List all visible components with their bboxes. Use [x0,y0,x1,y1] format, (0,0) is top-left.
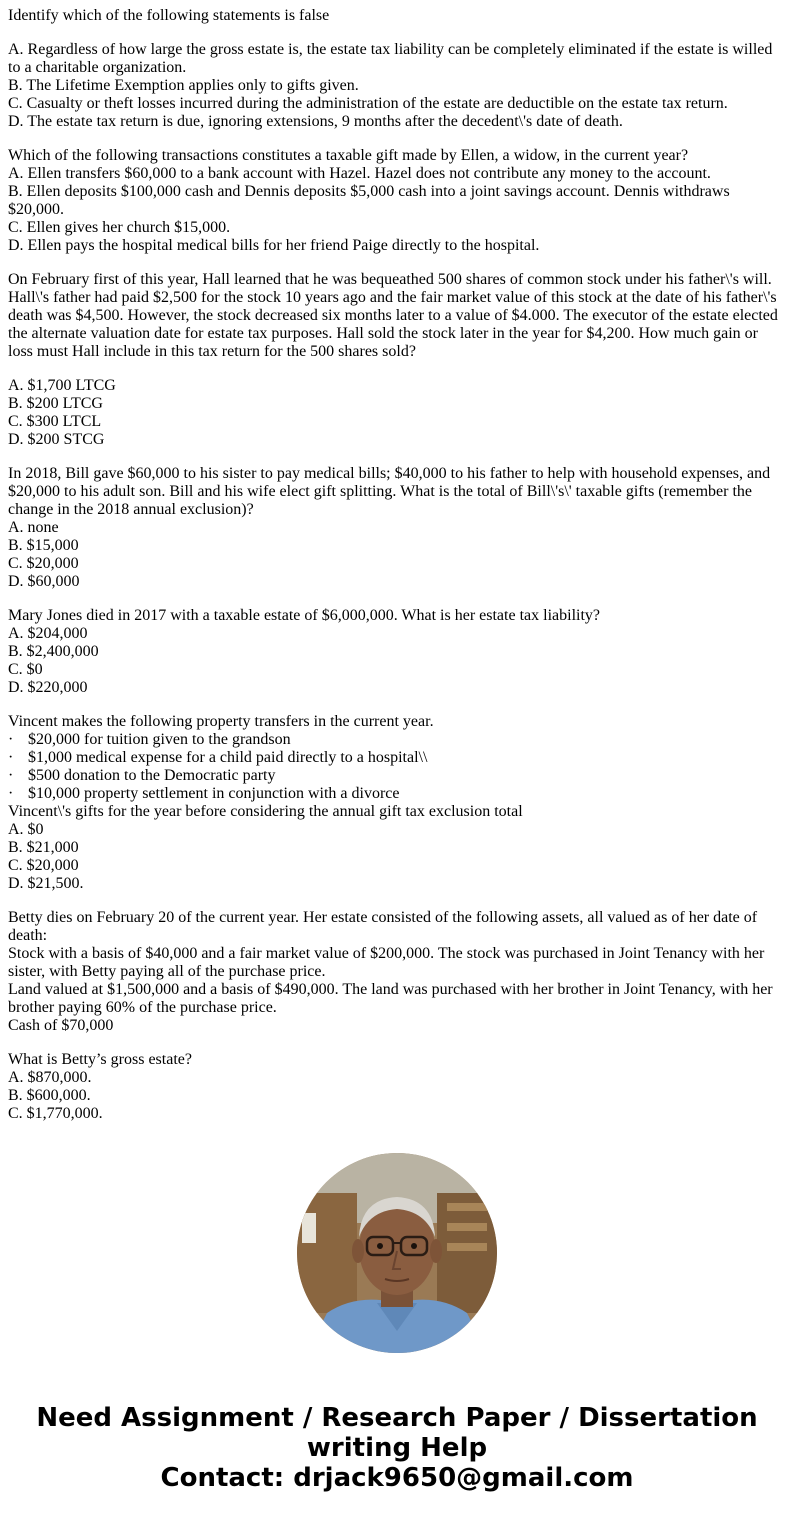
question-6-option-a: A. $0 [8,821,44,838]
question-5-option-c: C. $0 [8,661,43,678]
question-2-option-c: C. Ellen gives her church $15,000. [8,219,231,236]
question-5-prompt: Mary Jones died in 2017 with a taxable estate of $6,000,000. What is her estate tax liability? [8,607,600,624]
question-3-option-b: B. $200 LTCG [8,395,103,412]
question-3-option-a: A. $1,700 LTCG [8,377,116,394]
question-5-option-b: B. $2,400,000 [8,643,99,660]
question-1-option-a: A. Regardless of how large the gross estate is, the estate tax liability can be completely eliminated if the estate is willed to a charitable organization. [8,41,777,76]
question-1-option-b: B. The Lifetime Exemption applies only to gifts given. [8,77,359,94]
question-7 [8,1051,784,1123]
question-4-option-a: A. none [8,519,59,536]
question-6-option-d: D. $21,500. [8,875,84,892]
question-2-option-d: D. Ellen pays the hospital medical bills for her friend Paige directly to the hospital. [8,237,540,254]
question-document [8,7,784,1123]
question-4-option-b: B. $15,000 [8,537,79,554]
question-7-prompt: Betty dies on February 20 of the current year. Her estate consisted of the following assets, all valued as of her date of death: [8,909,762,944]
question-1-prompt: Identify which of the following statements is false [8,7,330,24]
question-6-option-b: B. $21,000 [8,839,79,856]
question-7-asset: Land valued at $1,500,000 and a basis of $490,000. The land was purchased with her brother in Joint Tenancy, with her brother paying 60% of the purchase price. [8,981,777,1016]
question-3-option-c: C. $300 LTCL [8,413,102,430]
question-6-bullet: · $1,000 medical expense for a child paid directly to a hospital\\ [8,749,428,766]
question-7-asset: Cash of $70,000 [8,1017,114,1034]
question-6-bullet: · $10,000 property settlement in conjunction with a divorce [8,785,400,802]
question-6-bullet: · $500 donation to the Democratic party [8,767,276,784]
question-1-option-c: C. Casualty or theft losses incurred during the administration of the estate are deductible on the estate tax return. [8,95,728,112]
question-1-option-d: D. The estate tax return is due, ignoring extensions, 9 months after the decedent\'s date of death. [8,113,623,130]
question-3-option-d: D. $200 STCG [8,431,105,448]
question-2-option-a: A. Ellen transfers $60,000 to a bank account with Hazel. Hazel does not contribute any money to the account. [8,165,711,182]
question-4-option-c: C. $20,000 [8,555,79,572]
footer-line-1: Need Assignment / Research Paper / Dissertation [36,1403,758,1433]
footer-contact [0,1403,794,1493]
question-7-option-b: B. $600,000. [8,1087,91,1104]
question-2 [8,147,784,255]
portrait-image [297,1153,497,1353]
question-4-option-d: D. $60,000 [8,573,80,590]
question-5-option-a: A. $204,000 [8,625,88,642]
question-6-option-c: C. $20,000 [8,857,79,874]
question-5-option-d: D. $220,000 [8,679,88,696]
question-6 [8,713,784,893]
question-6-bullet: · $20,000 for tuition given to the grandson [8,731,291,748]
question-6-question: Vincent\'s gifts for the year before considering the annual gift tax exclusion total [8,803,523,820]
footer-contact-email: Contact: drjack9650@gmail.com [160,1463,634,1493]
question-3-prompt: On February first of this year, Hall learned that he was bequeathed 500 shares of common stock under his father\'s will. Hall\'s father had paid $2,500 for the stock 10 years ago and the fair market value of this stock at the date of his father\'s death was $4,500. However, the stock decreased six months later to a value of $4.000. The executor of the estate elected the alternate valuation date for estate tax purposes. Hall sold the stock later in the year for $4,200. How much gain or loss must Hall include in this tax return for the 500 shares sold? [8,271,782,360]
bullet-dot-icon: · [8,785,14,802]
author-photo [297,1153,497,1353]
question-7-option-a: A. $870,000. [8,1069,92,1086]
question-7-question: What is Betty’s gross estate? [8,1051,192,1068]
question-7-intro [8,909,784,1035]
bullet-dot-icon: · [8,749,14,766]
question-6-prompt: Vincent makes the following property transfers in the current year. [8,713,434,730]
question-5 [8,607,784,697]
question-7-option-c: C. $1,770,000. [8,1105,103,1122]
question-2-option-b: B. Ellen deposits $100,000 cash and Dennis deposits $5,000 cash into a joint savings account. Dennis withdraws $20,000. [8,183,734,218]
question-1-options [8,41,784,131]
question-4-prompt: In 2018, Bill gave $60,000 to his sister to pay medical bills; $40,000 to his father to help with household expenses, and $20,000 to his adult son. Bill and his wife elect gift splitting. What is the total of Bill\'s\' taxable gifts (remember the change in the 2018 annual exclusion)? [8,465,775,518]
question-3-options [8,377,784,449]
bullet-dot-icon: · [8,767,14,784]
footer-line-2: writing Help [306,1433,488,1463]
question-4 [8,465,784,591]
question-2-prompt: Which of the following transactions constitutes a taxable gift made by Ellen, a widow, in the current year? [8,147,689,164]
bullet-dot-icon: · [8,731,14,748]
question-7-asset: Stock with a basis of $40,000 and a fair market value of $200,000. The stock was purchased in Joint Tenancy with her sister, with Betty paying all of the purchase price. [8,945,769,980]
